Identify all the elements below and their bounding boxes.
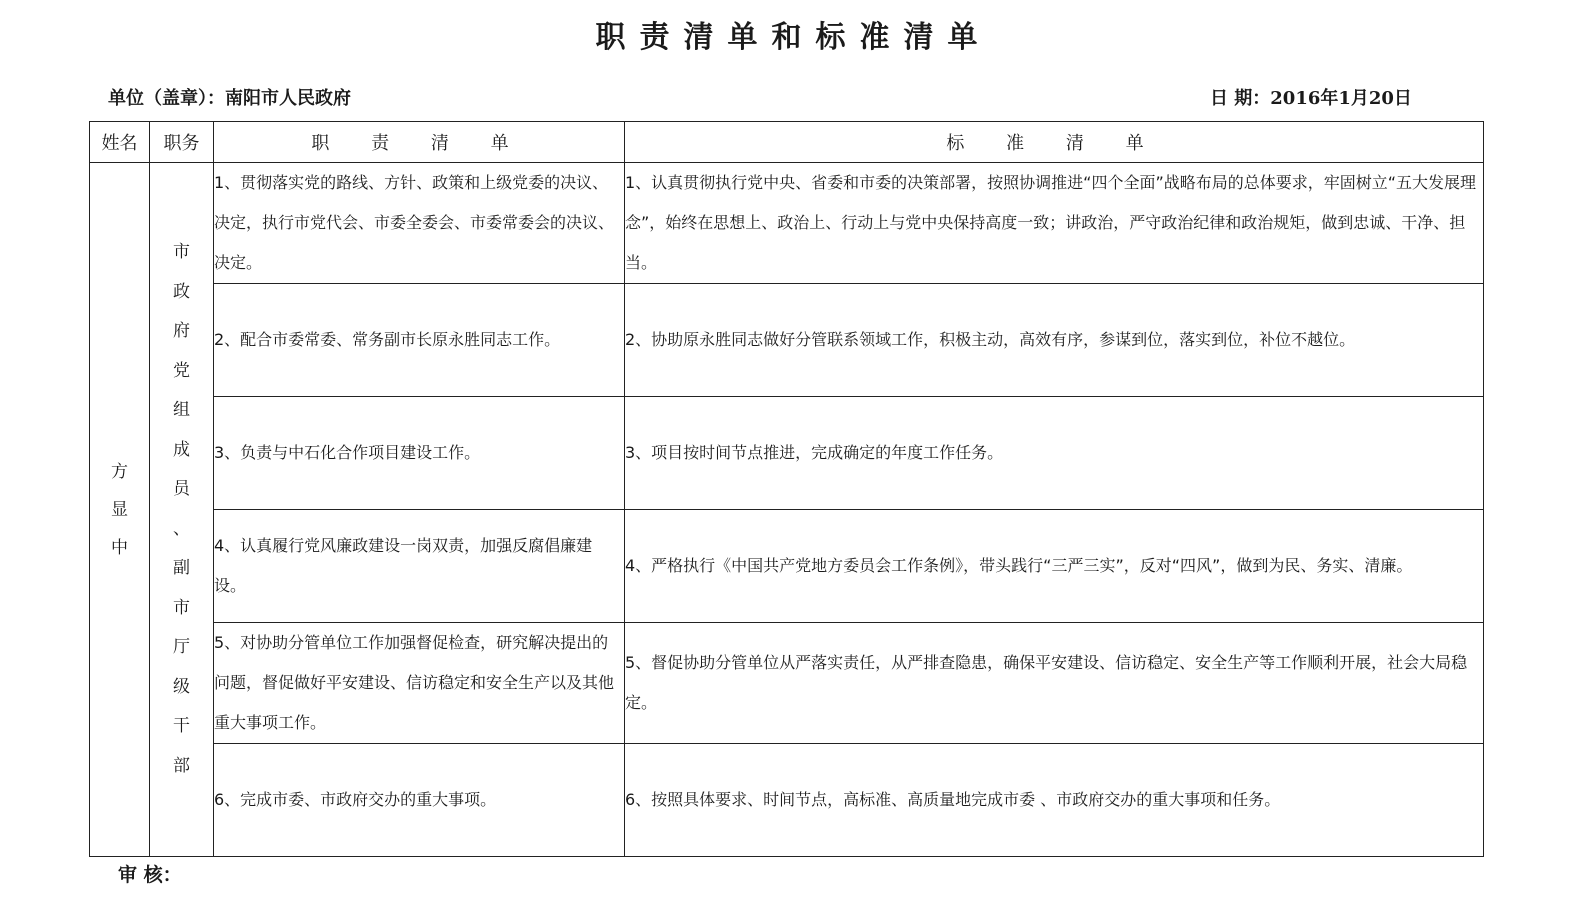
table-row <box>90 397 1484 510</box>
header-standard-list: 标 准 清 单 <box>625 122 1484 163</box>
name-char: 中 <box>111 537 128 558</box>
duty-cell: 5、对协助分管单位工作加强督促检查，研究解决提出的问题，督促做好平安建设、信访稳定和安全生产以及其他重大事项工作。 <box>214 623 625 744</box>
duty-cell: 2、配合市委常委、常务副市长原永胜同志工作。 <box>214 284 625 397</box>
name-char: 方 <box>111 461 128 482</box>
table-row <box>90 744 1484 857</box>
table-row <box>90 623 1484 744</box>
standard-cell: 6、按照具体要求、时间节点，高标准、高质量地完成市委 、市政府交办的重大事项和任务。 <box>625 744 1484 857</box>
standard-cell: 3、项目按时间节点推进，完成确定的年度工作任务。 <box>625 397 1484 510</box>
header-row <box>90 122 1484 163</box>
post-char: 部 <box>173 755 190 776</box>
standard-cell: 4、严格执行《中国共产党地方委员会工作条例》，带头践行“三严三实”，反对“四风”，做到为民、务实、清廉。 <box>625 510 1484 623</box>
table-row <box>90 284 1484 397</box>
standard-cell: 2、协助原永胜同志做好分管联系领域工作，积极主动，高效有序，参谋到位，落实到位，补位不越位。 <box>625 284 1484 397</box>
duty-cell: 3、负责与中石化合作项目建设工作。 <box>214 397 625 510</box>
header-post: 职务 <box>150 122 214 163</box>
post-char: 干 <box>173 716 190 736</box>
person-name-cell <box>90 163 150 857</box>
table-row <box>90 163 1484 284</box>
duty-cell: 6、完成市委、市政府交办的重大事项。 <box>214 744 625 857</box>
post-char: 副 <box>173 558 190 578</box>
post-char: 员 <box>173 479 190 499</box>
person-post-cell <box>150 163 214 857</box>
post-char: 府 <box>173 321 190 341</box>
post-char: 政 <box>173 281 190 302</box>
header-name: 姓名 <box>90 122 150 163</box>
post-char: 厅 <box>173 637 190 657</box>
post-char: 级 <box>173 676 190 697</box>
post-char: 党 <box>173 360 190 381</box>
post-char: 成 <box>173 439 190 460</box>
table-row <box>90 510 1484 623</box>
duty-standard-table <box>89 121 1484 857</box>
unit-label: 单位（盖章）：南阳市人民政府 <box>108 88 351 109</box>
standard-cell: 1、认真贯彻执行党中央、省委和市委的决策部署，按照协调推进“四个全面”战略布局的总体要求，牢固树立“五大发展理念”，始终在思想上、政治上、行动上与党中央保持高度一致；讲政治，严守政治纪律和政治规矩，做到忠诚、干净、担当。 <box>625 163 1484 284</box>
duty-cell: 4、认真履行党风廉政建设一岗双责，加强反腐倡廉建设。 <box>214 510 625 623</box>
document-title: 职责清单和标准清单 <box>595 20 992 55</box>
post-char: 组 <box>173 400 190 420</box>
header-duty-list: 职 责 清 单 <box>214 122 625 163</box>
name-char: 显 <box>111 499 128 520</box>
post-char: 市 <box>173 242 190 262</box>
review-label: 审 核： <box>118 864 182 886</box>
date-label: 日 期：2016年1月20日 <box>1210 88 1412 109</box>
post-char: 、 <box>173 518 190 539</box>
duty-cell: 1、贯彻落实党的路线、方针、政策和上级党委的决议、决定，执行市党代会、市委全委会、市委常委会的决议、决定。 <box>214 163 625 284</box>
standard-cell: 5、督促协助分管单位从严落实责任，从严排查隐患，确保平安建设、信访稳定、安全生产等工作顺利开展，社会大局稳定。 <box>625 623 1484 744</box>
post-char: 市 <box>173 597 190 618</box>
